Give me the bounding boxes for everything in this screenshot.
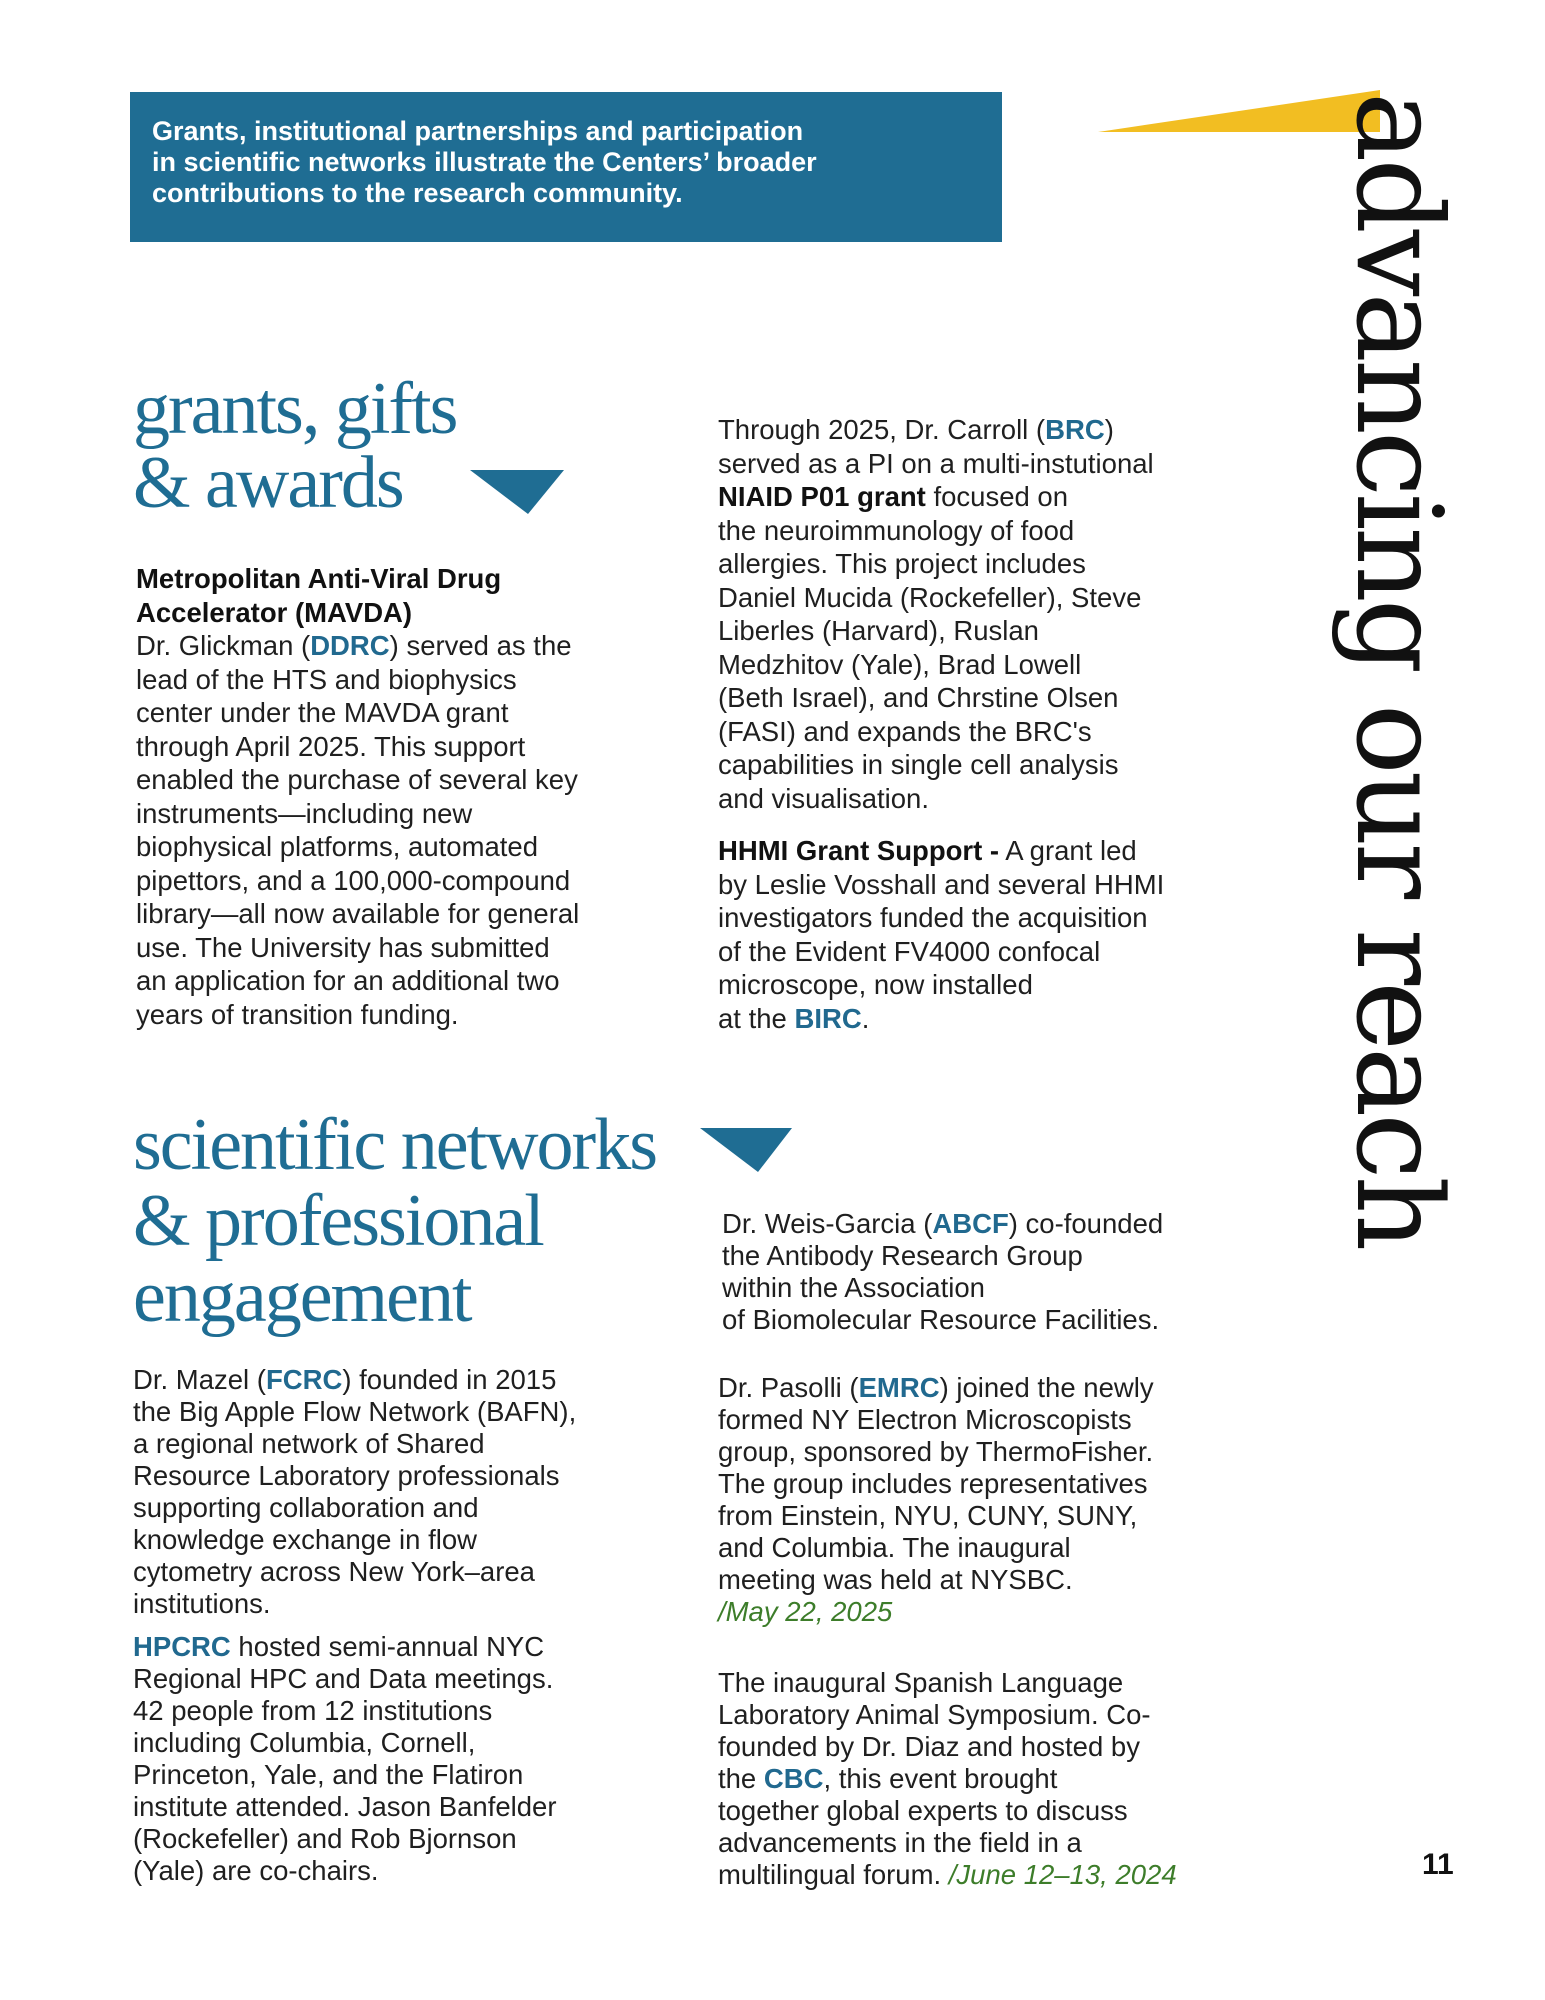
triangle-marker-icon [700,1128,792,1172]
intro-line-3: contributions to the research community. [152,178,683,208]
grants-heading-line-1: grants, gifts [133,368,457,450]
emrc-date: /May 22, 2025 [718,1596,893,1627]
center-fcrc: FCRC [265,1364,343,1395]
networks-heading [133,1104,656,1338]
intro-line-1: Grants, institutional partnerships and participation [152,116,804,146]
center-birc: BIRC [794,1002,862,1034]
abcf-block: Dr. Weis-Garcia (ABCF) co-founded the Antibody Research Group within the Association of Biomolecular Resource Facilities. [722,1208,1164,1335]
intro-banner [130,92,1002,242]
networks-heading-line-3: engagement [133,1256,471,1338]
center-ddrc: DDRC [310,630,390,661]
networks-heading-line-2: & professional [133,1180,543,1262]
mavda-line: Dr. Glickman (DDRC) served as the [136,630,572,661]
mavda-title: Metropolitan Anti-Viral Drug [136,563,502,594]
hhmi-title: HHMI Grant Support - [718,835,1000,866]
intro-line-2: in scientific networks illustrate the Centers’ broader [152,147,817,177]
spanish-date: /June 12–13, 2024 [948,1859,1177,1890]
fcrc-block: Dr. Mazel (FCRC) founded in 2015 the Big Apple Flow Network (BAFN), a regional network of Shared Resource Laboratory professionals supporting collaboration and knowledge exchange in flow cytometry across New York–area institutions. [133,1364,577,1619]
brc-block: Through 2025, Dr. Carroll (BRC) served as a PI on a multi-instutional NIAID P01 grant focused on the neuroimmunology of food allergies. This project includes Daniel Mucida (Rockefeller), Steve Liberles (Harvard), Ruslan Medzhitov (Yale), Brad Lowell (Beth Israel), and Chrstine Olsen (FASI) and expands the BRC's capabilities in single cell analysis and visualisation. [718,414,1154,814]
hhmi-block: HHMI Grant Support - A grant led by Leslie Vosshall and several HHMI investigators funded the acquisition of the Evident FV4000 confocal microscope, now installed at the BIRC. [718,835,1165,1034]
center-cbc: CBC [763,1763,824,1794]
grants-heading [133,368,457,524]
center-brc: BRC [1045,414,1105,445]
spanish-symposium-block: The inaugural Spanish Language Laboratory Animal Symposium. Co- founded by Dr. Diaz and hosted by the CBC, this event brought together global experts to discuss advancements in the field in a multilingual forum. /June 12–13, 2024 [718,1667,1177,1890]
hpcrc-block: HPCRC hosted semi-annual NYC Regional HPC and Data meetings. 42 people from 12 institutions including Columbia, Cornell, Princeton, Yale, and the Flatiron institute attended. Jason Banfelder (Rockefeller) and Rob Bjornson (Yale) are co-chairs. [133,1631,557,1886]
niaid-grant: NIAID P01 grant [718,481,926,512]
page-number: 11 [1422,1848,1454,1881]
mavda-block: Metropolitan Anti-Viral Drug Accelerator (MAVDA) Dr. Glickman (DDRC) served as the lead of the HTS and biophysics center under the MAVDA grant through April 2025. This support enabled the purchase of several key instruments—including new biophysical platforms, automated pipettors, and a 100,000-compound library—all now available for general use. The University has submitted an application for an additional two years of transition funding. [136,562,676,1031]
triangle-marker-icon [470,470,564,514]
networks-heading-line-1: scientific networks [133,1104,656,1186]
side-title: advancing our reach [1330,92,1468,1248]
center-emrc: EMRC [858,1372,940,1403]
center-hpcrc: HPCRC [133,1631,231,1662]
emrc-block: Dr. Pasolli (EMRC) joined the newly formed NY Electron Microscopists group, sponsored by ThermoFisher. The group includes representatives from Einstein, NYU, CUNY, SUNY, and Columbia. The inaugural meeting was held at NYSBC. /May 22, 2025 [718,1372,1258,1628]
center-abcf: ABCF [932,1208,1009,1239]
grants-heading-line-2: & awards [133,442,403,524]
